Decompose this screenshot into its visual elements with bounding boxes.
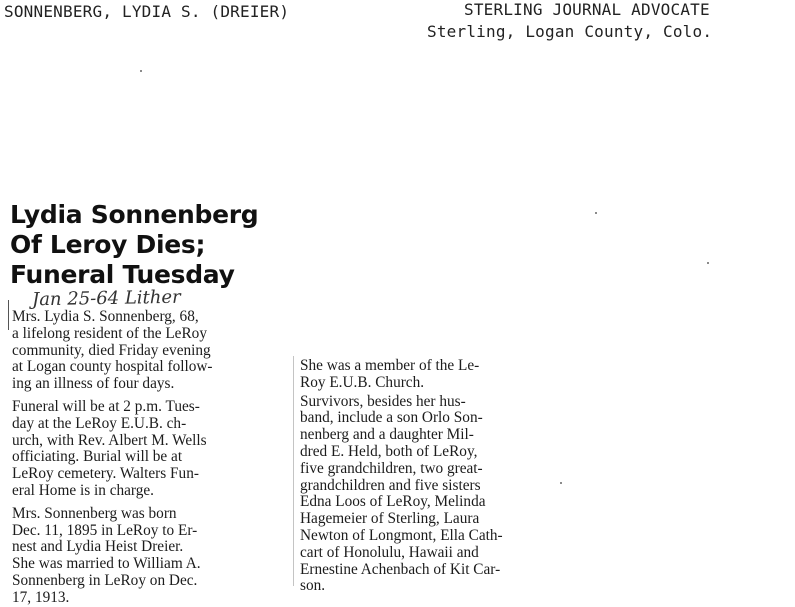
text-line: 17, 1913. <box>12 588 70 606</box>
text-line: Survivors, besides her hus- <box>300 392 466 410</box>
text-line: eral Home is in charge. <box>12 481 155 499</box>
paragraph <box>12 399 252 500</box>
article-right-column <box>300 358 540 595</box>
column-divider <box>293 356 294 586</box>
article-headline <box>10 200 258 290</box>
paragraph <box>300 358 540 392</box>
newspaper-name: STERLING JOURNAL ADVOCATE <box>464 0 710 19</box>
text-line: Mrs. Lydia S. Sonnenberg, 68, <box>12 308 199 325</box>
text-line: Hagemeier of Sterling, Laura <box>300 510 480 528</box>
scan-speck <box>140 70 142 72</box>
text-line: Sonnenberg in LeRoy on Dec. <box>12 571 198 589</box>
text-line: grandchildren and five sisters <box>300 476 481 494</box>
paragraph <box>12 506 252 607</box>
text-line: ing an illness of four days. <box>12 375 175 393</box>
text-line: Funeral will be at 2 p.m. Tues- <box>12 397 200 415</box>
text-line: at Logan county hospital follow- <box>12 358 213 376</box>
text-line: Edna Loos of LeRoy, Melinda <box>300 493 486 511</box>
text-line: son. <box>300 577 326 595</box>
clipping-edge-mark <box>8 300 9 330</box>
text-line: community, died Friday evening <box>12 341 211 359</box>
text-line: five grandchildren, two great- <box>300 459 483 477</box>
paragraph <box>300 394 540 596</box>
handwritten-date-note: Jan 25-64 Lither <box>31 286 181 311</box>
headline-line: Lydia Sonnenberg <box>10 200 259 229</box>
scan-speck <box>595 212 597 214</box>
text-line: band, include a son Orlo Son- <box>300 409 483 427</box>
text-line: nenberg and a daughter Mil- <box>300 426 474 444</box>
text-line: officiating. Burial will be at <box>12 448 183 466</box>
scan-speck <box>707 262 709 264</box>
text-line: Dec. 11, 1895 in LeRoy to Er- <box>12 521 198 539</box>
text-line: Newton of Longmont, Ella Cath- <box>300 526 503 544</box>
headline-line: Funeral Tuesday <box>10 260 235 289</box>
text-line: Mrs. Sonnenberg was born <box>12 504 177 522</box>
text-line: urch, with Rev. Albert M. Wells <box>12 431 207 449</box>
text-line: cart of Honolulu, Hawaii and <box>300 543 479 561</box>
newspaper-location: Sterling, Logan County, Colo. <box>427 22 713 41</box>
text-line: LeRoy cemetery. Walters Fun- <box>12 465 199 483</box>
text-line: dred E. Held, both of LeRoy, <box>300 442 478 460</box>
text-line: She was married to William A. <box>12 555 201 573</box>
scan-speck <box>560 482 562 484</box>
text-line: day at the LeRoy E.U.B. ch- <box>12 414 187 432</box>
text-line: nest and Lydia Heist Dreier. <box>12 538 184 556</box>
text-line: Roy E.U.B. Church. <box>300 373 425 391</box>
text-line: a lifelong resident of the LeRoy <box>12 324 207 342</box>
headline-line: Of Leroy Dies; <box>10 230 206 259</box>
text-line: Ernestine Achenbach of Kit Car- <box>300 560 501 578</box>
article-left-column <box>12 309 252 607</box>
obituary-subject-name: SONNENBERG, LYDIA S. (DREIER) <box>4 2 290 21</box>
paragraph <box>12 309 252 393</box>
text-line: She was a member of the Le- <box>300 357 480 374</box>
